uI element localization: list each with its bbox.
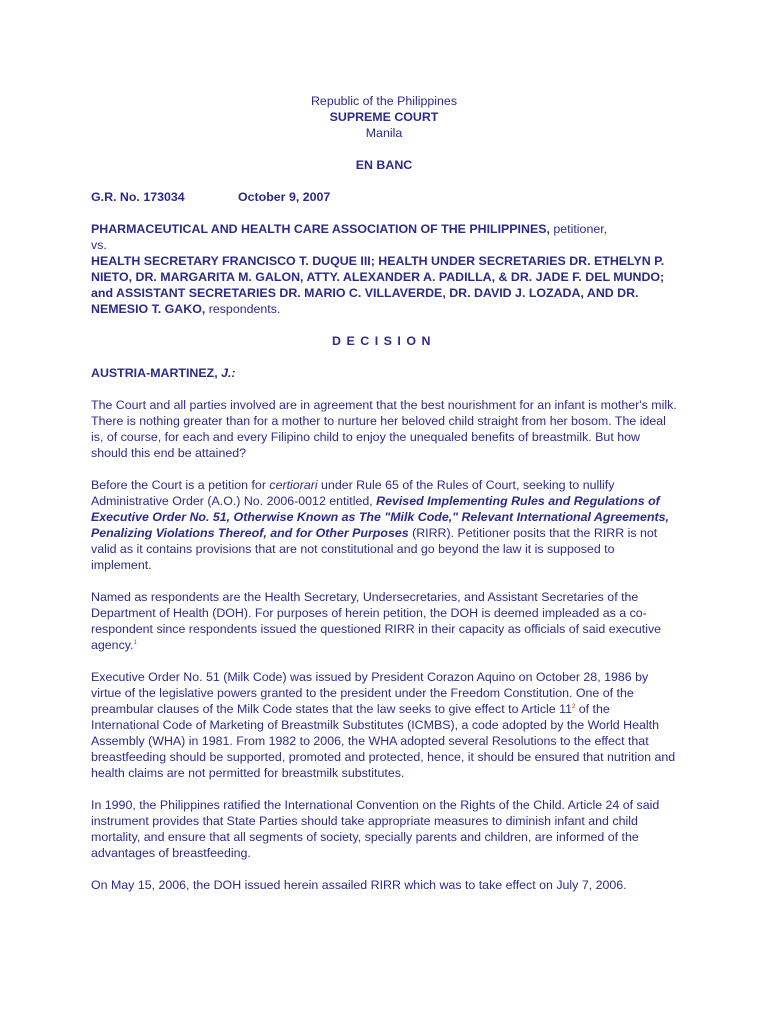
ponente: [91, 365, 677, 381]
paragraph-2: [91, 477, 677, 573]
respondents: [91, 253, 677, 317]
court-name: SUPREME COURT: [329, 110, 439, 124]
republic-line: Republic of the Philippines: [310, 94, 458, 108]
p2-text-end: (RIRR). Petitioner posits that the RIRR is not valid as it contains provisions that are not constitutional and go beyond the law it is supposed to implement.: [91, 526, 658, 572]
paragraph-1: The Court and all parties involved are in agreement that the best nourishment for an infant is mother's milk. There is nothing greater than for a mother to nurture her beloved child straight from her bosom. The ideal is, of course, for each and every Filipino child to enjoy the unequaled benefits of breastmilk. But how should this end be attained?: [91, 398, 677, 460]
petitioner-name: PHARMACEUTICAL AND HEALTH CARE ASSOCIATION OF THE PHILIPPINES,: [91, 222, 550, 236]
paragraph-5: In 1990, the Philippines ratified the International Convention on the Rights of the Child. Article 24 of said instrument provides that State Parties should take appropriate measures to diminish infant and child mortality, and ensure that all segments of society, specially parents and children, are informed of the advantages of breastfeeding.: [91, 798, 660, 860]
p3-text: Named as respondents are the Health Secretary, Undersecretaries, and Assistant Secretaries of the Department of Health (DOH). For purposes of herein petition, the DOH is deemed impleaded as a co-respondent since respondents issued the questioned RIRR in their capacity as officials of said executive agency.: [91, 590, 662, 652]
footnote-1-link[interactable]: 1: [133, 639, 137, 646]
division-label: EN BANC: [355, 158, 413, 172]
p2-text-cont: under Rule 65 of the Rules of Court, seeking to nullify Administrative Order (A.O.) No. 2006-0012 entitled,: [91, 478, 615, 508]
ponente-name: AUSTRIA-MARTINEZ,: [91, 366, 222, 380]
p4-text-cont: of the International Code of Marketing of Breastmilk Substitutes (ICMBS), a code adopted by the World Health Assembly (WHA) in 1981. From 1982 to 2006, the WHA adopted several Resolutions to the effect that breastfeeding should be supported, promoted and protected, hence, it should be ensured that nutrition and health claims are not permitted for breastmilk substitutes.: [91, 702, 676, 780]
paragraph-6: On May 15, 2006, the DOH issued herein assailed RIRR which was to take effect on July 7, 2006.: [91, 878, 627, 892]
petitioner-role: petitioner,: [549, 222, 608, 236]
gr-number: G.R. No. 173034: [91, 190, 185, 204]
p2-ao-title: Revised Implementing Rules and Regulations of Executive Order No. 51, Otherwise Known as The "Milk Code," Relevant International Agreements, Penalizing Violations Thereof, and for Other Purposes: [91, 494, 669, 540]
case-number-line: [91, 189, 677, 205]
decision-title: DECISION: [332, 334, 436, 348]
p4-text: Executive Order No. 51 (Milk Code) was issued by President Corazon Aquino on October 28, 1986 by virtue of the legislative powers granted to the president under the Freedom Constitution. One of the preambular clauses of the Milk Code states that the law seeks to give effect to Article 11: [91, 670, 649, 716]
court-header: [91, 93, 677, 173]
decision-date: October 9, 2007: [238, 190, 331, 204]
ponente-suffix: J.:: [221, 366, 236, 380]
p2-certiorari: certiorari: [269, 478, 318, 492]
petitioner: [91, 221, 677, 237]
decision-body: [91, 93, 677, 893]
p2-text: Before the Court is a petition for: [91, 478, 270, 492]
respondents-role: respondents.: [205, 302, 281, 316]
versus-label: vs.: [91, 238, 107, 252]
paragraph-4: [91, 669, 677, 781]
respondents-names: HEALTH SECRETARY FRANCISCO T. DUQUE III; HEALTH UNDER SECRETARIES DR. ETHELYN P. NIETO, DR. MARGARITA M. GALON, ATTY. ALEXANDER A. PADILLA, & DR. JADE F. DEL MUNDO; and ASSISTANT SECRETARIES DR. MARIO C. VILLAVERDE, DR. DAVID J. LOZADA, AND DR. NEMESIO T. GAKO,: [91, 254, 665, 316]
case-parties: [91, 221, 677, 317]
court-city: Manila: [365, 126, 403, 140]
paragraph-3: [91, 589, 677, 653]
footnote-2-link[interactable]: 2: [571, 703, 576, 710]
